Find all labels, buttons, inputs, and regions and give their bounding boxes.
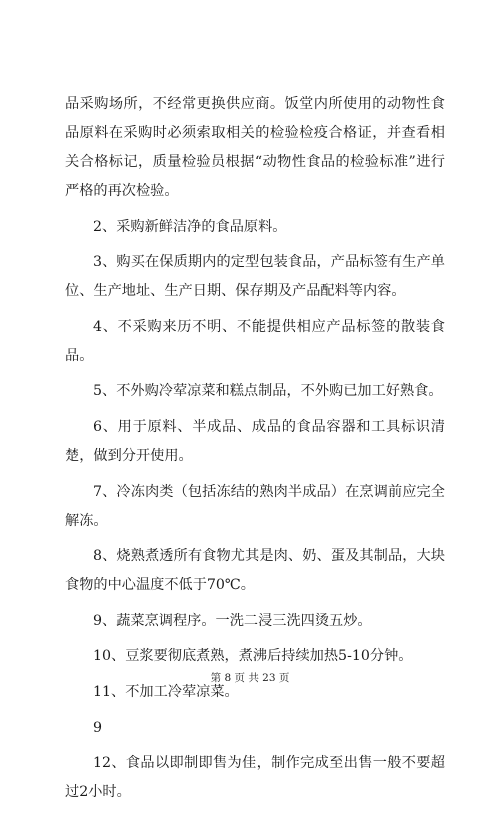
paragraph-item-4: 4、不采购来历不明、不能提供相应产品标签的散装食品。: [65, 318, 445, 364]
paragraph-item-3: 3、购买在保质期内的定型包装食品，产品标签有生产单位、生产地址、生产日期、保存期及产品配料等内容。: [65, 254, 445, 300]
paragraph-procurement-continued: 品采购场所，不经常更换供应商。饭堂内所使用的动物性食品原料在采购时必须索取相关的检验检疫合格证，并查看相关合格标记，质量检验员根据“动物性食品的检验标准”进行严格的再次检验。: [65, 96, 445, 199]
page-footer: 第 8 页 共 23 页: [210, 672, 290, 684]
paragraph-item-2: 2、采购新鲜洁净的食品原料。: [93, 218, 287, 235]
paragraph-item-7: 7、冷冻肉类（包括冻结的熟肉半成品）在烹调前应完全解冻。: [65, 483, 445, 529]
paragraph-item-12: 12、食品以即制即售为佳，制作完成至出售一般不要超过2小时。: [65, 755, 445, 801]
paragraph-item-6: 6、用于原料、半成品、成品的食品容器和工具标识清楚，做到分开使用。: [65, 418, 445, 464]
paragraph-item-5: 5、不外购冷荤凉菜和糕点制品，不外购已加工好熟食。: [93, 383, 443, 400]
paragraph-item-11: 11、不加工冷荤凉菜。: [93, 683, 239, 700]
paragraph-stray-number: 9: [93, 719, 103, 736]
paragraph-item-10: 10、豆浆要彻底煮熟，煮沸后持续加热5-10分钟。: [93, 648, 413, 665]
paragraph-item-8: 8、烧熟煮透所有食物尤其是肉、奶、蛋及其制品，大块食物的中心温度不低于70℃。: [65, 548, 445, 594]
paragraph-item-9: 9、蔬菜烹调程序。一洗二浸三洗四烫五炒。: [93, 612, 372, 629]
document-body: [65, 90, 445, 814]
